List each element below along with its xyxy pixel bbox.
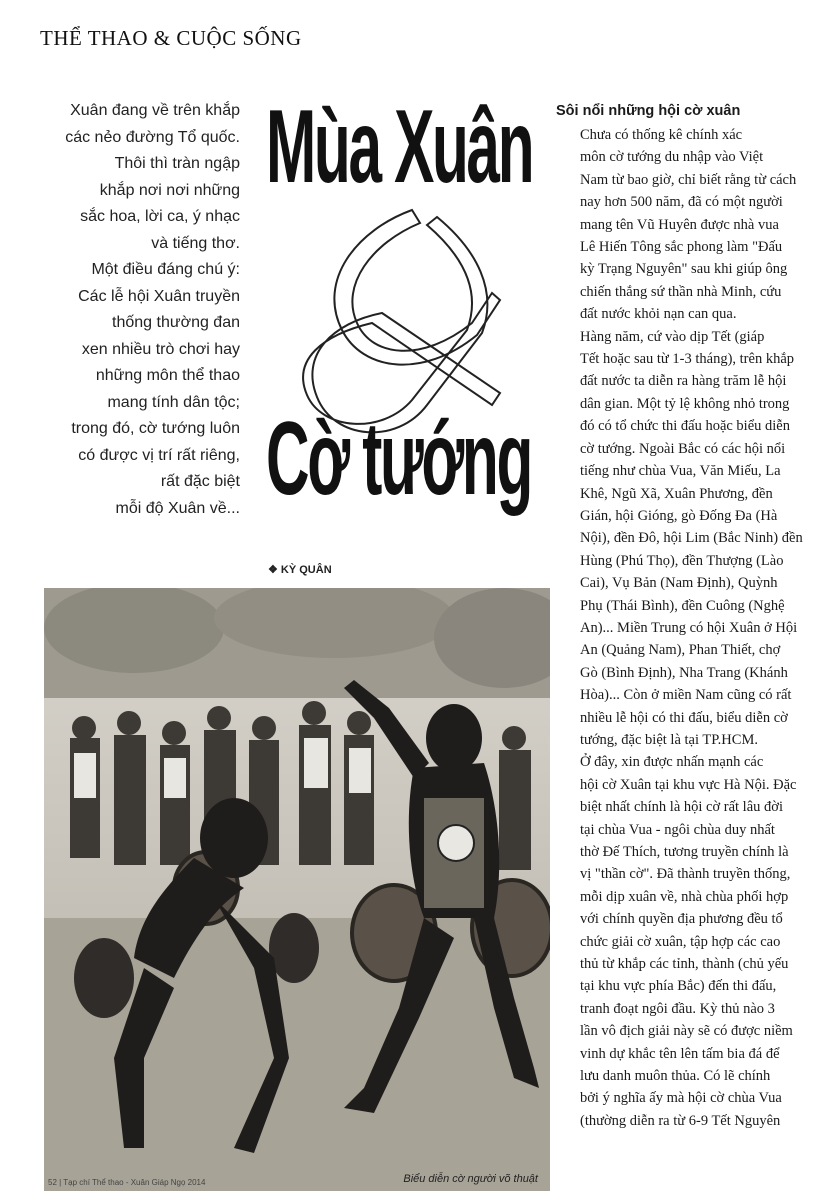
article-line: bởi ý nghĩa ấy mà hội cờ chùa Vua [580, 1090, 782, 1107]
article-line: Cai), Vụ Bản (Nam Định), Quỳnh [580, 575, 778, 592]
article-line: lưu danh muôn thủa. Có lẽ chính [580, 1068, 771, 1085]
article-line: An (Quảng Nam), Phan Thiết, chợ [580, 642, 781, 659]
article-line: Hùng (Phú Thọ), đền Thượng (Lào [580, 552, 784, 569]
section-header: THỂ THAO & CUỘC SỐNG [40, 26, 302, 50]
article-line: thờ Đế Thích, tương truyền chính là [580, 844, 789, 860]
article-line: đất nước ta diễn ra hàng trăm lễ hội [580, 373, 787, 390]
article-line: Hòa)... Còn ở miền Nam cũng có rất [580, 687, 792, 704]
title-sub: Cờ tướng [266, 401, 531, 517]
intro-line: có được vị trí rất riêng, [78, 446, 240, 464]
article-line: Gò (Bình Định), Nha Trang (Khánh [580, 664, 788, 681]
article-line: đó có tổ chức thi đấu hoặc biểu diễn [580, 418, 790, 435]
article-line: mỗi dịp xuân về, nhà chùa phối hợp [580, 888, 789, 905]
article-line: vinh dự khắc tên lên tấm bia đá để [580, 1045, 780, 1062]
intro-line: mỗi độ Xuân về... [115, 499, 240, 517]
article-line: lần vô địch giải này sẽ có được niềm [580, 1023, 793, 1040]
article-line: chiến thắng sứ thần nhà Minh, cứu [580, 283, 782, 300]
article-line: hội cờ Xuân tại khu vực Hà Nội. Đặc [580, 776, 797, 793]
title-main: Mùa Xuân [266, 89, 533, 205]
article-line: chức giải cờ xuân, tập hợp các cao [580, 933, 781, 950]
article-line: cờ tướng. Ngoài Bắc có các hội nổi [580, 440, 786, 457]
martial-arts-photo [44, 588, 550, 1191]
article-line: (thường diễn ra từ 6-9 Tết Nguyên [580, 1112, 781, 1129]
intro-text [40, 98, 240, 522]
intro-line: các nẻo đường Tổ quốc. [65, 128, 240, 146]
photo-caption: Biểu diễn cờ người võ thuật [403, 1173, 538, 1185]
article-line: Phụ (Thái Bình), đền Cuông (Nghệ [580, 597, 785, 614]
article-line: tranh đoạt ngôi đầu. Kỳ thủ nào 3 [580, 1000, 775, 1017]
article-line: Khê, Ngũ Xã, Xuân Phương, đền [580, 485, 773, 502]
article-line: nhiều lễ hội có thi đấu, biểu diễn cờ [580, 709, 788, 726]
article-line: Tết hoặc sau từ 1-3 tháng), trên khắp [580, 351, 795, 368]
article-paragraph [556, 751, 808, 1132]
page-folio: 52 | Tạp chí Thể thao - Xuân Giáp Ngọ 2014 [48, 1178, 206, 1187]
intro-line: và tiếng thơ. [151, 234, 240, 252]
article-line: mang tên Vũ Huyên được nhà vua [580, 216, 779, 233]
article-line: Chưa có thống kê chính xác [580, 127, 743, 143]
article-line: thủ từ khắp các tỉnh, thành (chủ yếu [580, 956, 789, 973]
article-line: tại chùa Vua - ngôi chùa duy nhất [580, 821, 775, 838]
article-line: biệt nhất chính là hội cờ rất lâu đời [580, 799, 783, 816]
article-line: đất nước khỏi nạn can qua. [580, 306, 737, 323]
intro-line: Các lễ hội Xuân truyền [78, 287, 240, 305]
article-line: nay hơn 500 năm, đã có một người [580, 194, 783, 211]
intro-line: những môn thể thao [95, 367, 240, 384]
article-column [556, 100, 808, 1132]
article-paragraph [556, 124, 808, 326]
article-line: kỳ Trạng Nguyên" sau khi giúp ông [580, 261, 788, 278]
intro-line: trong đó, cờ tướng luôn [71, 420, 240, 437]
article-line: Nội), đền Đô, hội Lim (Bắc Ninh) đền [580, 530, 803, 547]
article-line: dân gian. Một tỷ lệ không nhỏ trong [580, 395, 790, 412]
article-line: Nam từ bao giờ, chỉ biết rằng từ cách [580, 171, 797, 188]
article-heading: Sôi nổi những hội cờ xuân [556, 103, 741, 119]
article-line: tại khu vực phía Bắc) đến thi đấu, [580, 978, 777, 995]
intro-line: sắc hoa, lời ca, ý nhạc [80, 208, 240, 225]
intro-line: Xuân đang về trên khắp [70, 102, 240, 119]
article-line: An)... Miền Trung có hội Xuân ở Hội [580, 619, 798, 636]
article-line: vị "thần cờ". Đã thành truyền thống, [580, 866, 791, 883]
intro-line: rất đặc biệt [160, 473, 240, 490]
author-byline: ❖ KỲ QUÂN [268, 564, 332, 576]
article-line: Hàng năm, cứ vào dịp Tết (giáp [580, 328, 765, 345]
article-line: Gián, hội Gióng, gò Đống Đa (Hà [580, 507, 778, 524]
article-line: với chính quyền địa phương đều tổ [580, 911, 783, 928]
article-line: Ở đây, xin được nhấn mạnh các [580, 754, 764, 771]
article-paragraph [556, 326, 808, 752]
intro-line: Thôi thì tràn ngập [114, 155, 240, 172]
article-line: tướng, đặc biệt là tại TP.HCM. [580, 731, 758, 748]
photo-illustration [44, 588, 550, 1191]
intro-line: Một điều đáng chú ý: [91, 261, 240, 278]
intro-line: thống thường đan [112, 314, 240, 331]
article-line: Lê Hiến Tông sắc phong làm "Đấu [580, 239, 783, 256]
article-body [556, 124, 808, 1132]
article-title [262, 89, 552, 555]
article-line: tiếng như chùa Vua, Văn Miếu, La [580, 463, 781, 480]
intro-line: xen nhiều trò chơi hay [81, 340, 240, 358]
intro-line: mang tính dân tộc; [107, 393, 240, 411]
article-line: môn cờ tướng du nhập vào Việt [580, 149, 764, 166]
intro-line: khắp nơi nơi những [99, 181, 240, 199]
